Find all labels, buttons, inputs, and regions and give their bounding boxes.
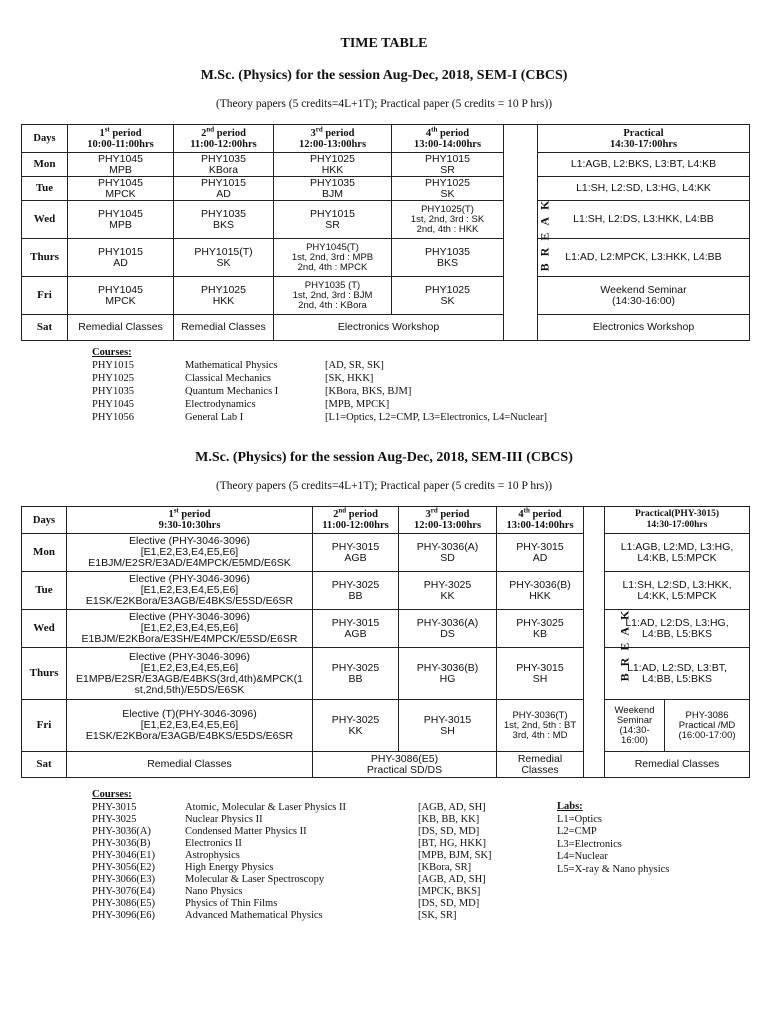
day-cell: Tue — [22, 572, 67, 610]
sem3-courses — [92, 789, 522, 934]
class-cell: PHY1035 BKS — [392, 239, 504, 277]
list-item: L4=Nuclear — [557, 851, 608, 862]
list-item: PHY1015 Mathematical Physics [AD, SR, SK] — [92, 359, 384, 371]
class-cell: PHY1015 AD — [174, 177, 274, 201]
elective-cell: Elective (PHY-3046-3096) [E1,E2,E3,E4,E5,E6] E1BJM/E2KBora/E3SH/E4MPCK/E5SD/E6SR — [67, 610, 313, 648]
table-row — [22, 239, 750, 277]
list-item: PHY-3076(E4) Nano Physics [MPCK, BKS] — [92, 885, 481, 897]
sem1-timetable — [21, 124, 750, 341]
list-item: PHY-3036(A) Condensed Matter Physics II [DS, SD, MD] — [92, 825, 480, 837]
sem3-header-row — [22, 507, 750, 534]
day-cell: Wed — [22, 201, 68, 239]
sem1-courses — [92, 347, 692, 427]
list-item: L3=Electronics — [557, 838, 622, 850]
class-cell: PHY1025 SK — [392, 177, 504, 201]
class-cell: PHY-3025 KK — [313, 700, 399, 752]
class-cell: PHY1045 MPB — [68, 153, 174, 177]
practical-cell: L1:AGB, L2:BKS, L3:BT, L4:KB — [538, 153, 750, 177]
practical-cell: L1:SH, L2:SD, L3:HKK, L4:KK, L5:MPCK — [605, 572, 750, 610]
list-item: L2=CMP — [557, 826, 597, 837]
practical-cell: L1:AGB, L2:MD, L3:HG, L4:KB, L5:MPCK — [605, 534, 750, 572]
period4-header: 4th period 13:00-14:00hrs — [392, 125, 504, 153]
list-item: PHY-3036(B) Electronics II [BT, HG, HKK] — [92, 837, 487, 849]
class-cell: PHY1015 SR — [274, 201, 392, 239]
period3-header: 3rd period 12:00-13:00hrs — [274, 125, 392, 153]
class-cell: PHY-3015 AGB — [313, 534, 399, 572]
class-cell: PHY1015(T) SK — [174, 239, 274, 277]
period3-header: 3rd period 12:00-13:00hrs — [399, 507, 497, 534]
period1-header: 1st period 9:30-10:30hrs — [67, 507, 313, 534]
period4-header: 4th period 13:00-14:00hrs — [497, 507, 584, 534]
table-row — [22, 315, 750, 341]
class-cell: PHY-3015 SH — [497, 648, 584, 700]
day-cell: Mon — [22, 153, 68, 177]
day-cell: Tue — [22, 177, 68, 201]
page-title: TIME TABLE — [340, 36, 428, 51]
class-cell: PHY-3036(T) 1st, 2nd, 5th : BT 3rd, 4th : MD — [497, 700, 584, 752]
day-cell: Mon — [22, 534, 67, 572]
practical-cell: L1:AD, L2:MPCK, L3:HKK, L4:BB — [538, 239, 750, 277]
practical-header: Practical 14:30-17:00hrs — [538, 125, 750, 153]
sem1-note: (Theory papers (5 credits=4L+1T); Practical paper (5 credits = 10 P hrs)) — [215, 98, 553, 110]
practical-cell: L1:SH, L2:DS, L3:HKK, L4:BB — [538, 201, 750, 239]
period1-header: 1st period 10:00-11:00hrs — [68, 125, 174, 153]
practical-cell: PHY-3086 Practical /MD (16:00-17:00) — [665, 700, 750, 752]
class-cell: PHY1045 MPB — [68, 201, 174, 239]
break-column: BREAK — [584, 507, 605, 778]
day-cell: Thurs — [22, 648, 67, 700]
class-cell: PHY-3015 SH — [399, 700, 497, 752]
sem1-header-row — [22, 125, 750, 153]
period2-header: 2nd period 11:00-12:00hrs — [174, 125, 274, 153]
class-cell: PHY-3025 BB — [313, 572, 399, 610]
class-cell: PHY-3015 AGB — [313, 610, 399, 648]
class-cell: Remedial Classes — [67, 752, 313, 778]
list-item: PHY-3096(E6) Advanced Mathematical Physics [SK, SR] — [92, 909, 457, 921]
period2-header: 2nd period 11:00-12:00hrs — [313, 507, 399, 534]
practical-cell: L1:AD, L2:DS, L3:HG, L4:BB, L5:BKS — [605, 610, 750, 648]
table-row — [22, 572, 750, 610]
class-cell: PHY-3036(B) HKK — [497, 572, 584, 610]
list-item: L5=X-ray & Nano physics — [557, 863, 670, 875]
class-cell: PHY1035 BJM — [274, 177, 392, 201]
break-column: BREAK — [504, 125, 538, 341]
list-item: PHY-3066(E3) Molecular & Laser Spectroscopy [AGB, AD, SH] — [92, 873, 486, 885]
class-cell: Electronics Workshop — [274, 315, 504, 341]
class-cell: PHY-3025 KB — [497, 610, 584, 648]
table-row — [22, 610, 750, 648]
elective-cell: Elective (PHY-3046-3096) [E1,E2,E3,E4,E5,E6] E1BJM/E2SR/E3AD/E4MPCK/E5MD/E6SK — [67, 534, 313, 572]
class-cell: Remedial Classes — [497, 752, 584, 778]
class-cell: PHY-3036(A) DS — [399, 610, 497, 648]
day-cell: Fri — [22, 277, 68, 315]
practical-cell: Remedial Classes — [605, 752, 750, 778]
class-cell: Remedial Classes — [174, 315, 274, 341]
class-cell: PHY-3015 AD — [497, 534, 584, 572]
class-cell: PHY-3025 KK — [399, 572, 497, 610]
elective-cell: Elective (PHY-3046-3096) [E1,E2,E3,E4,E5,E6] E1MPB/E2SR/E3AGB/E4BKS(3rd,4th)&MPCK(1 st,2nd,5th)/E5DS/E6SK — [67, 648, 313, 700]
table-row — [22, 277, 750, 315]
sem1-heading: M.Sc. (Physics) for the session Aug-Dec, 2018, SEM-I (CBCS) — [200, 68, 568, 83]
table-row — [22, 534, 750, 572]
day-cell: Sat — [22, 315, 68, 341]
day-cell: Sat — [22, 752, 67, 778]
class-cell: PHY1035 BKS — [174, 201, 274, 239]
class-cell: Remedial Classes — [68, 315, 174, 341]
list-item: PHY1025 Classical Mechanics [SK, HKK] — [92, 372, 374, 384]
table-row — [22, 201, 750, 239]
list-item: L1=Optics — [557, 813, 602, 825]
class-cell: PHY1025 HKK — [274, 153, 392, 177]
list-item: PHY-3015 Atomic, Molecular & Laser Physics II [AGB, AD, SH] — [92, 801, 486, 813]
class-cell: PHY-3025 BB — [313, 648, 399, 700]
class-cell: PHY1035 KBora — [174, 153, 274, 177]
class-cell: PHY-3086(E5) Practical SD/DS — [313, 752, 497, 778]
elective-cell: Elective (PHY-3046-3096) [E1,E2,E3,E4,E5,E6] E1SK/E2KBora/E3AGB/E4BKS/E5SD/E6SR — [67, 572, 313, 610]
table-row — [22, 752, 750, 778]
table-row — [22, 648, 750, 700]
list-item: PHY-3046(E1) Astrophysics [MPB, BJM, SK] — [92, 849, 492, 861]
class-cell: PHY1045 MPCK — [68, 177, 174, 201]
list-item: PHY-3086(E5) Physics of Thin Films [DS, SD, MD] — [92, 897, 480, 909]
elective-cell: Elective (T)(PHY-3046-3096) [E1,E2,E3,E4,E5,E6] E1SK/E2KBora/E3AGB/E4BKS/E5DS/E6SR — [67, 700, 313, 752]
sem3-timetable — [21, 506, 750, 778]
class-cell: PHY1025(T) 1st, 2nd, 3rd : SK 2nd, 4th : HKK — [392, 201, 504, 239]
practical-cell: L1:AD, L2:SD, L3:BT, L4:BB, L5:BKS — [605, 648, 750, 700]
table-row — [22, 153, 750, 177]
sem3-note: (Theory papers (5 credits=4L+1T); Practical paper (5 credits = 10 P hrs)) — [215, 480, 553, 492]
sem3-heading: M.Sc. (Physics) for the session Aug-Dec, 2018, SEM-III (CBCS) — [195, 450, 573, 465]
labs-label: Labs: — [557, 801, 583, 812]
practical-cell: Electronics Workshop — [538, 315, 750, 341]
days-header: Days — [22, 507, 67, 534]
practical-header: Practical(PHY-3015) 14:30-17:00hrs — [605, 507, 750, 534]
list-item: PHY1045 Electrodynamics [MPB, MPCK] — [92, 398, 390, 410]
practical-cell: Weekend Seminar (14:30-16:00) — [538, 277, 750, 315]
courses-label: Courses: — [92, 789, 132, 800]
table-row — [22, 177, 750, 201]
class-cell: PHY1025 SK — [392, 277, 504, 315]
day-cell: Wed — [22, 610, 67, 648]
courses-label: Courses: — [92, 347, 132, 358]
day-cell: Fri — [22, 700, 67, 752]
class-cell: PHY1035 (T) 1st, 2nd, 3rd : BJM 2nd, 4th : KBora — [274, 277, 392, 315]
days-header: Days — [22, 125, 68, 153]
practical-cell: Weekend Seminar (14:30- 16:00) — [605, 700, 665, 752]
list-item: PHY-3056(E2) High Energy Physics [KBora, SR] — [92, 861, 472, 873]
list-item: PHY1035 Quantum Mechanics I [KBora, BKS, BJM] — [92, 385, 412, 397]
class-cell: PHY1015 AD — [68, 239, 174, 277]
class-cell: PHY1025 HKK — [174, 277, 274, 315]
class-cell: PHY1045(T) 1st, 2nd, 3rd : MPB 2nd, 4th : MPCK — [274, 239, 392, 277]
day-cell: Thurs — [22, 239, 68, 277]
table-row — [22, 700, 750, 752]
practical-cell: L1:SH, L2:SD, L3:HG, L4:KK — [538, 177, 750, 201]
class-cell: PHY-3036(B) HG — [399, 648, 497, 700]
list-item: PHY-3025 Nuclear Physics II [KB, BB, KK] — [92, 813, 480, 825]
list-item: PHY1056 General Lab I [L1=Optics, L2=CMP, L3=Electronics, L4=Nuclear] — [92, 411, 547, 423]
class-cell: PHY-3036(A) SD — [399, 534, 497, 572]
class-cell: PHY1045 MPCK — [68, 277, 174, 315]
sem3-labs — [557, 801, 747, 876]
class-cell: PHY1015 SR — [392, 153, 504, 177]
